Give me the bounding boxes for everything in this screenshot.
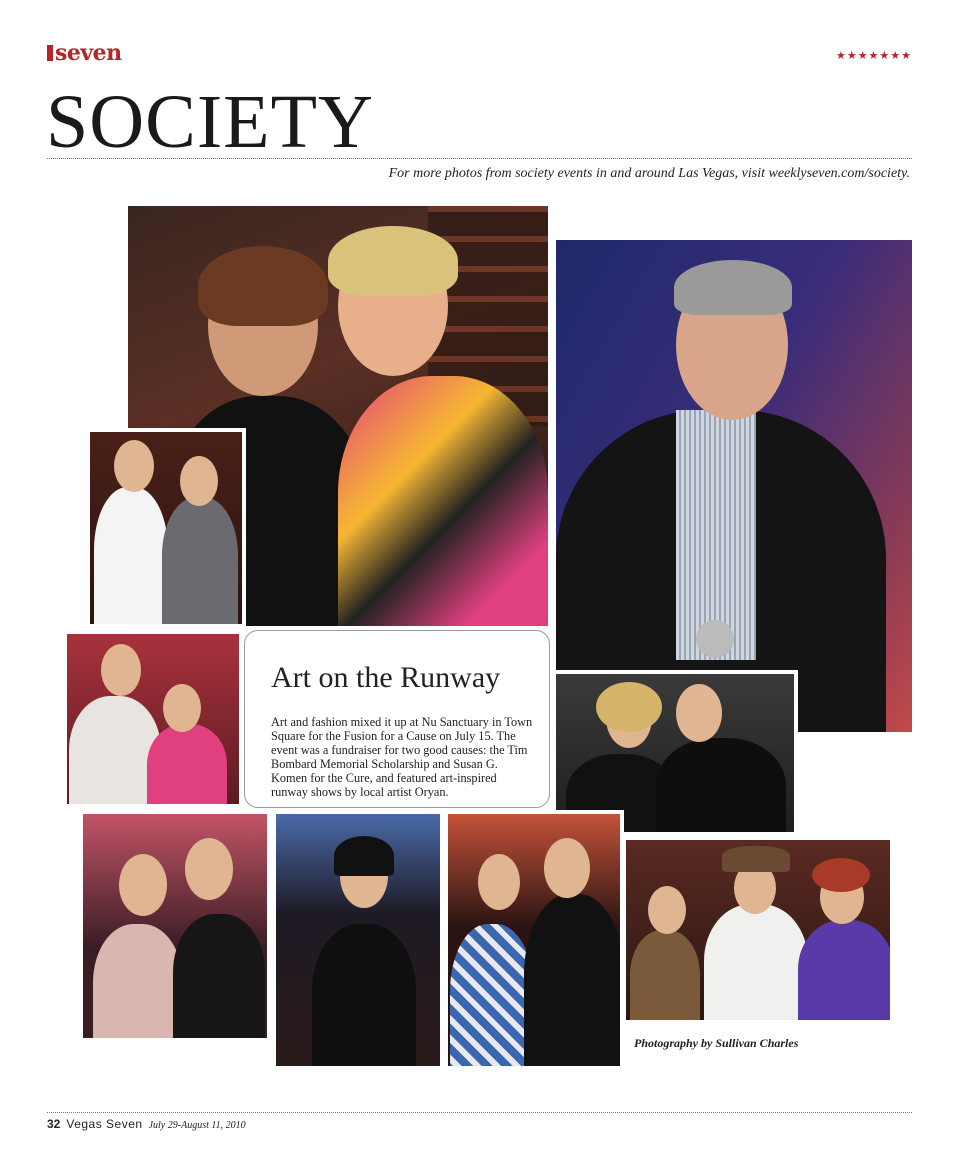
- story-title: Art on the Runway: [271, 661, 501, 694]
- photo-couple-drinks: [86, 428, 246, 628]
- star-rating: ★★★★★★★: [835, 49, 912, 62]
- story-box: [244, 630, 550, 808]
- story-body: Art and fashion mixed it up at Nu Sanctuary in Town Square for the Fusion for a Cause on July 15. The event was a fundraiser for two good causes: the Tim Bombard Memorial Scholarship and Susan G. Komen for the Cure, and featured art-inspired runway shows by local artist Oryan.: [271, 715, 533, 799]
- top-divider: [47, 158, 912, 159]
- photo-woman-black-dress: [272, 810, 444, 1070]
- brand-text: seven: [55, 40, 122, 66]
- photo-group-three: [622, 836, 894, 1024]
- magazine-name: Vegas Seven: [66, 1117, 143, 1131]
- photo-credit: Photography by Sullivan Charles: [634, 1036, 799, 1050]
- section-title: SOCIETY: [46, 80, 374, 164]
- issue-date: July 29-August 11, 2010: [148, 1120, 246, 1131]
- brand-bar: [47, 45, 53, 61]
- photo-two-women-bottom: [79, 810, 271, 1042]
- brand-logo: [47, 42, 122, 64]
- photo-man-microphone: [552, 236, 916, 736]
- page-number: 32: [47, 1117, 61, 1131]
- photo-couple-pink-dress: [63, 630, 243, 808]
- page-footer: [47, 1117, 246, 1131]
- photo-couple-patterned-dress: [444, 810, 624, 1070]
- bottom-divider: [47, 1112, 912, 1113]
- more-photos-note: For more photos from society events in and around Las Vegas, visit weeklyseven.com/society.: [388, 166, 910, 181]
